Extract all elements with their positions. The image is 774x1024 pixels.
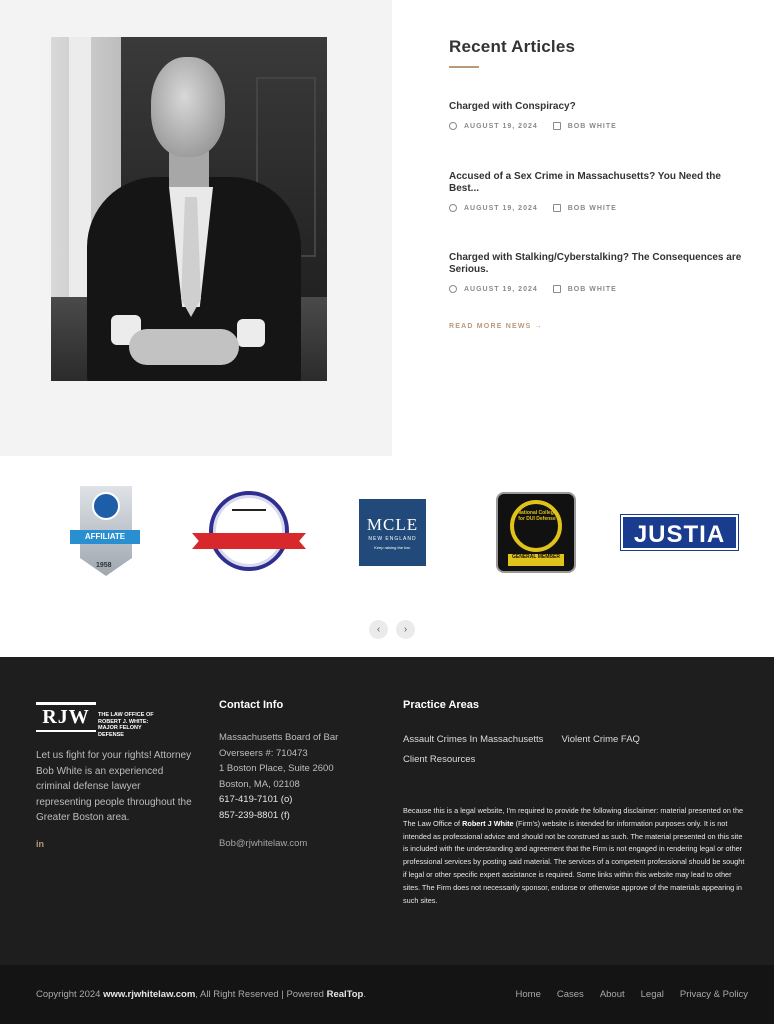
site-link[interactable]: www.rjwhitelaw.com xyxy=(103,989,196,1000)
document-icon xyxy=(553,285,561,293)
attorney-photo xyxy=(51,37,327,381)
heading-underline xyxy=(449,66,479,68)
recent-articles-heading: Recent Articles xyxy=(449,37,576,56)
contact-info xyxy=(219,730,379,852)
document-icon xyxy=(553,204,561,212)
justia-logo[interactable]: JUSTIA xyxy=(621,515,738,550)
mcle-sub: NEW ENGLAND xyxy=(368,536,417,542)
disclaimer-text: (Firm's) website is intended for information purposes only. It is not intended as professional advice and should not be construed as such. The material presented on this site is included with the understanding and agreement that the Firm is not engaged in rendering legal or other professional services by posting said material. The services of a competent professional should be sought if legal or other specific expert assistance is required. Some links within this website may lead to other sites. The Firm does not necessarily sponsor, endorse or otherwise approve of the materials appearing in such sites. xyxy=(403,818,745,905)
carousel-prev-button[interactable]: ‹ xyxy=(369,620,388,639)
fax-number: 857-239-8801 (f) xyxy=(219,809,290,821)
article-date: AUGUST 19, 2024 xyxy=(464,122,538,130)
laurel-icon xyxy=(510,500,562,552)
ncdd-logo[interactable] xyxy=(496,492,576,573)
nav-about[interactable]: About xyxy=(599,989,625,1000)
disclaimer-firm: Robert J White xyxy=(462,818,514,828)
practice-link[interactable]: Assault Crimes In Massachusetts xyxy=(403,734,544,745)
scales-icon xyxy=(92,492,120,520)
article-item xyxy=(449,171,747,212)
nav-legal[interactable]: Legal xyxy=(640,989,664,1000)
disclaimer-text: Because this is a legal website, I'm required to provide the following disclaimer: material presented on the The Law Office of xyxy=(403,806,744,828)
article-date: AUGUST 19, 2024 xyxy=(464,204,538,212)
phone-link[interactable]: 617-419-7101 (o) xyxy=(219,794,293,805)
article-item xyxy=(449,101,747,130)
footer-logo[interactable] xyxy=(36,702,161,738)
nav-privacy[interactable]: Privacy & Policy xyxy=(679,989,748,1000)
site-footer xyxy=(0,657,774,965)
article-date: AUGUST 19, 2024 xyxy=(464,285,538,293)
footer-nav xyxy=(516,989,748,1000)
city-line: Boston, MA, 02108 xyxy=(219,778,300,790)
mcle-mark: MCLE xyxy=(366,515,419,534)
read-more-news-link[interactable]: READ MORE NEWS → xyxy=(449,323,543,330)
article-item xyxy=(449,252,747,293)
article-title-link[interactable]: Charged with Stalking/Cyberstalking? The Consequences are Serious. xyxy=(449,252,742,275)
affiliate-year: 1958 xyxy=(96,562,112,569)
contact-heading: Contact Info xyxy=(219,699,284,711)
carousel-next-button[interactable]: › xyxy=(396,620,415,639)
realtop-link[interactable]: RealTop xyxy=(326,989,364,1000)
clock-icon xyxy=(449,285,457,293)
ncdd-member: GENERAL MEMBER xyxy=(508,554,564,566)
mass-academy-trial-attorneys-logo[interactable] xyxy=(192,491,306,571)
document-icon xyxy=(553,122,561,130)
article-meta xyxy=(449,204,747,212)
affiliations-carousel xyxy=(0,456,774,657)
mcle-logo[interactable] xyxy=(359,499,426,566)
address-line: 1 Boston Place, Suite 2600 xyxy=(219,763,334,774)
article-title-link[interactable]: Charged with Conspiracy? xyxy=(449,101,576,112)
scales-icon xyxy=(232,509,266,537)
article-author[interactable]: BOB WHITE xyxy=(567,204,617,212)
article-meta xyxy=(449,285,747,293)
practice-link[interactable]: Violent Crime FAQ xyxy=(561,734,640,745)
copyright-bar xyxy=(0,965,774,1024)
clock-icon xyxy=(449,204,457,212)
nav-cases[interactable]: Cases xyxy=(556,989,584,1000)
nacdl-affiliate-logo[interactable] xyxy=(70,486,140,576)
practice-heading: Practice Areas xyxy=(403,699,480,711)
clock-icon xyxy=(449,122,457,130)
footer-about: Let us fight for your rights! Attorney Bob White is an experienced criminal defense lawyer representing people throughout the Greater Boston area. xyxy=(36,750,192,823)
article-author[interactable]: BOB WHITE xyxy=(567,122,617,130)
article-author[interactable]: BOB WHITE xyxy=(567,285,617,293)
practice-link[interactable]: Client Resources xyxy=(403,754,476,765)
mcle-tagline: Keep raising the bar. xyxy=(374,545,411,550)
copyright-text xyxy=(36,989,366,1000)
copyright-middle: , All Right Reserved | Powered xyxy=(195,989,327,1000)
practice-areas xyxy=(403,730,748,770)
legal-disclaimer xyxy=(403,805,748,907)
article-title-link[interactable]: Accused of a Sex Crime in Massachusetts? You Need the Best... xyxy=(449,171,721,194)
article-meta xyxy=(449,122,747,130)
bar-overseers: Massachusetts Board of Bar Overseers #: 710473 xyxy=(219,732,339,759)
copyright-end: . xyxy=(363,989,367,1000)
linkedin-icon[interactable]: in xyxy=(36,839,44,849)
nav-home[interactable]: Home xyxy=(515,989,541,1000)
ncdd-text: National College for DUI Defense xyxy=(517,510,557,522)
copyright-prefix: Copyright 2024 xyxy=(36,989,104,1000)
brand-text: THE LAW OFFICE OF ROBERT J. WHITE: MAJOR FELONY DEFENSE xyxy=(98,712,154,738)
hero-section xyxy=(0,0,774,456)
photo-panel xyxy=(0,0,392,456)
affiliate-label: AFFILIATE xyxy=(70,530,140,544)
email-link[interactable]: Bob@rjwhitelaw.com xyxy=(219,838,308,849)
brand-mark: RJW xyxy=(36,702,96,732)
